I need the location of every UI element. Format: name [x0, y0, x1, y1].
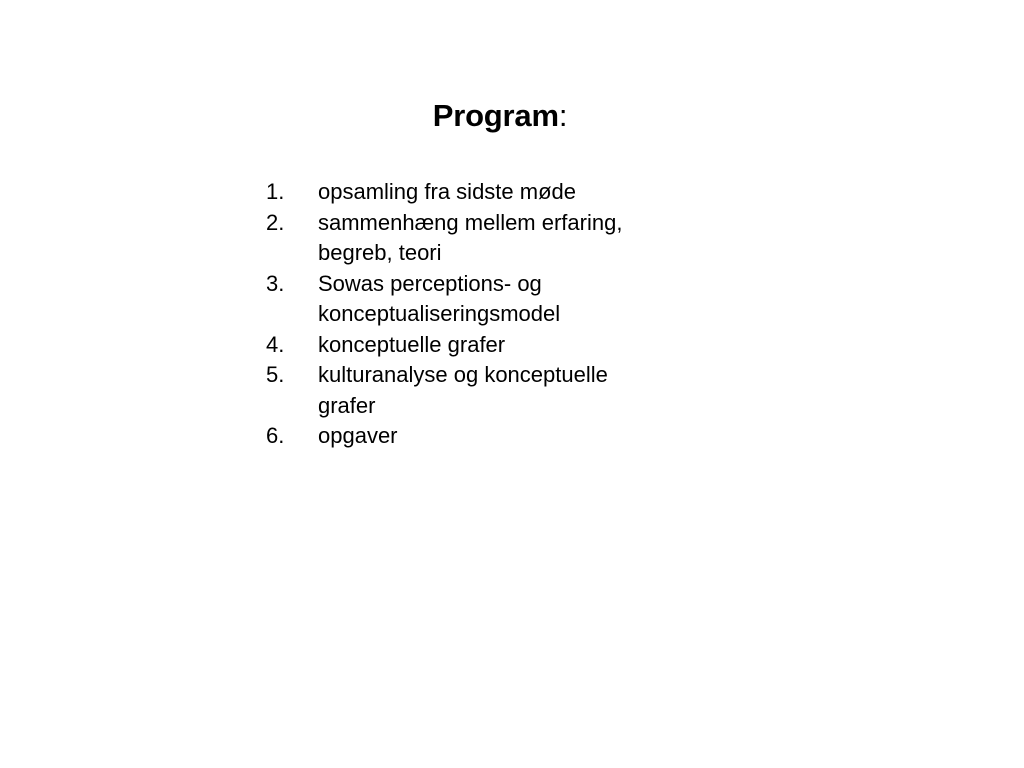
agenda-list [266, 177, 706, 452]
agenda-item-number: 6. [266, 423, 285, 448]
agenda-item-text: Sowas perceptions- og [318, 270, 542, 296]
agenda-item-text: kulturanalyse og konceptuelle [318, 362, 608, 387]
agenda-item-number: 3. [266, 270, 285, 296]
agenda-item [266, 360, 706, 421]
agenda-item-text-continued: grafer [318, 392, 376, 418]
agenda-item [266, 330, 706, 361]
agenda-item-text-continued: begreb, teori [318, 240, 442, 265]
agenda-item-number: 5. [266, 362, 285, 387]
agenda-item [266, 208, 706, 269]
agenda-item-text: opsamling fra sidste møde [318, 179, 576, 204]
agenda-item-number: 2. [266, 209, 285, 235]
agenda-item-text-continued: konceptualiseringsmodel [318, 301, 561, 326]
agenda-item-number: 4. [266, 331, 285, 357]
agenda-item [266, 177, 706, 208]
agenda-item-text: sammenhæng mellem erfaring, [318, 209, 623, 235]
title-text: Program [432, 98, 559, 133]
agenda-item-number: 1. [266, 179, 285, 204]
agenda-item [266, 269, 706, 330]
title-colon: : [558, 98, 568, 133]
agenda-item-text: opgaver [318, 423, 398, 448]
slide-title [0, 96, 1000, 136]
agenda-item [266, 421, 706, 452]
agenda-item-text: konceptuelle grafer [318, 331, 506, 357]
